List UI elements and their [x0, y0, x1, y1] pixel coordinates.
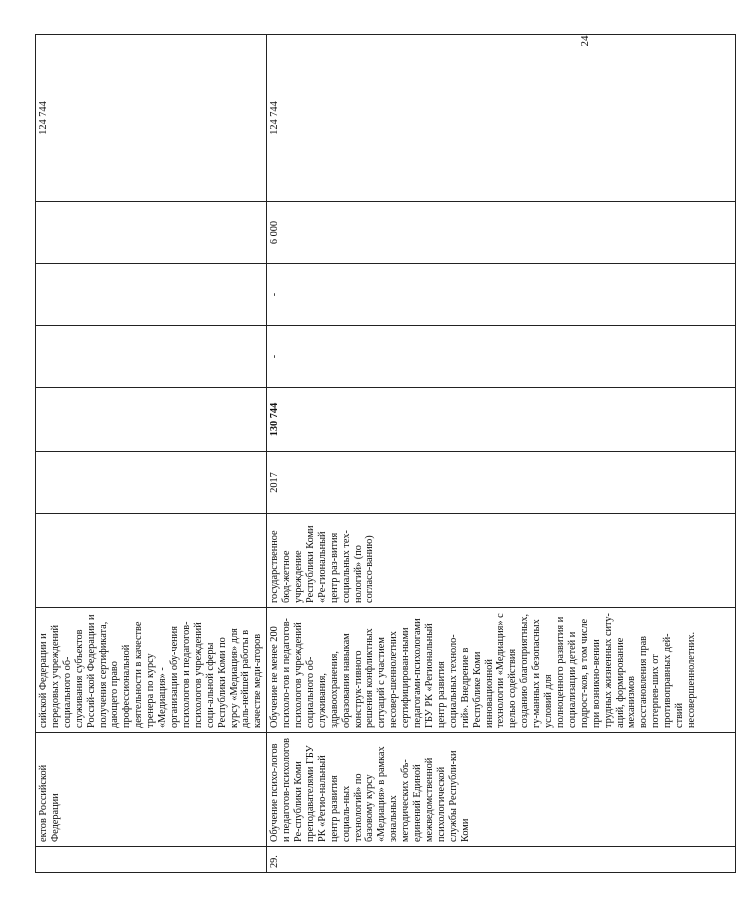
cell-total [36, 388, 267, 452]
table-row-continued [36, 35, 267, 873]
page-number: 24 [579, 35, 591, 47]
program-table [35, 34, 736, 873]
rotated-page [35, 35, 697, 873]
cell-year: 2017 [267, 452, 736, 514]
cell-rep [36, 264, 267, 326]
cell-description: Обучение не менее 200 психоло-гов и педагогов-психологов учреждений социального об-служивания, здравоохранения, образования навыкам конструк-тивного решения конфликтных ситуаций с участием несовер-шеннолетних сертифицирован-ными педагогами-психологами ГБУ РК «Региональный центр развития социальных техноло-гий». Внедрение в Республике Коми инновационной технологии «Медиация» с целью содействия созданию благоприятных, гу-манных и безопасных условий для полноценного развития и социализации детей и подрост-ков, в том числе при возникно-вении трудных жизненных ситу-аций, формирование механизмов восстановления прав потерпев-ших от противоправных дей-ствий несовершеннолетних. [267, 608, 736, 733]
cell-local [36, 202, 267, 264]
cell-year [36, 452, 267, 514]
cell-name: ектов Российской Федерации [36, 733, 267, 847]
cell-executor: государственное бюд-жетное учреждение Республики Коми «Ре-гиональный центр раз-вития социальных тех-нологий» (по согласо-ванию) [267, 514, 736, 608]
cell-local: 6 000 [267, 202, 736, 264]
cell-executor [36, 514, 267, 608]
cell-fed: - [267, 326, 736, 388]
cell-description: сийской Федерации и передовых учреждений социального об-служивания субъектов Россий-ской Федерации и получения сертификата, дающего право профессиональной деятельности в качестве тренера по курсу «Медиация» - организации обу-чения психологов и педагогов-психологов учреждений соци-альной сферы Республики Коми по курсу «Медиация» для даль-нейшей работы в качестве меди-аторов [36, 608, 267, 733]
cell-fed [36, 326, 267, 388]
cell-rep: - [267, 264, 736, 326]
cell-number [36, 847, 267, 873]
table-row-29 [267, 35, 736, 873]
cell-other: 124 744 [36, 35, 267, 202]
cell-name: Обучение психо-логов и педагогов-психологов Ре-спублики Коми преподавателями ГБУ РК «Регио-нальный центр развития социаль-ных технологий» по базовому курсу «Медиация» в рамках зональных методических объ-единений Единой межведомственной психологической службы Республи-ки Коми [267, 733, 736, 847]
cell-total: 130 744 [267, 388, 736, 452]
cell-number: 29. [267, 847, 736, 873]
cell-other: 124 744 [267, 35, 736, 202]
